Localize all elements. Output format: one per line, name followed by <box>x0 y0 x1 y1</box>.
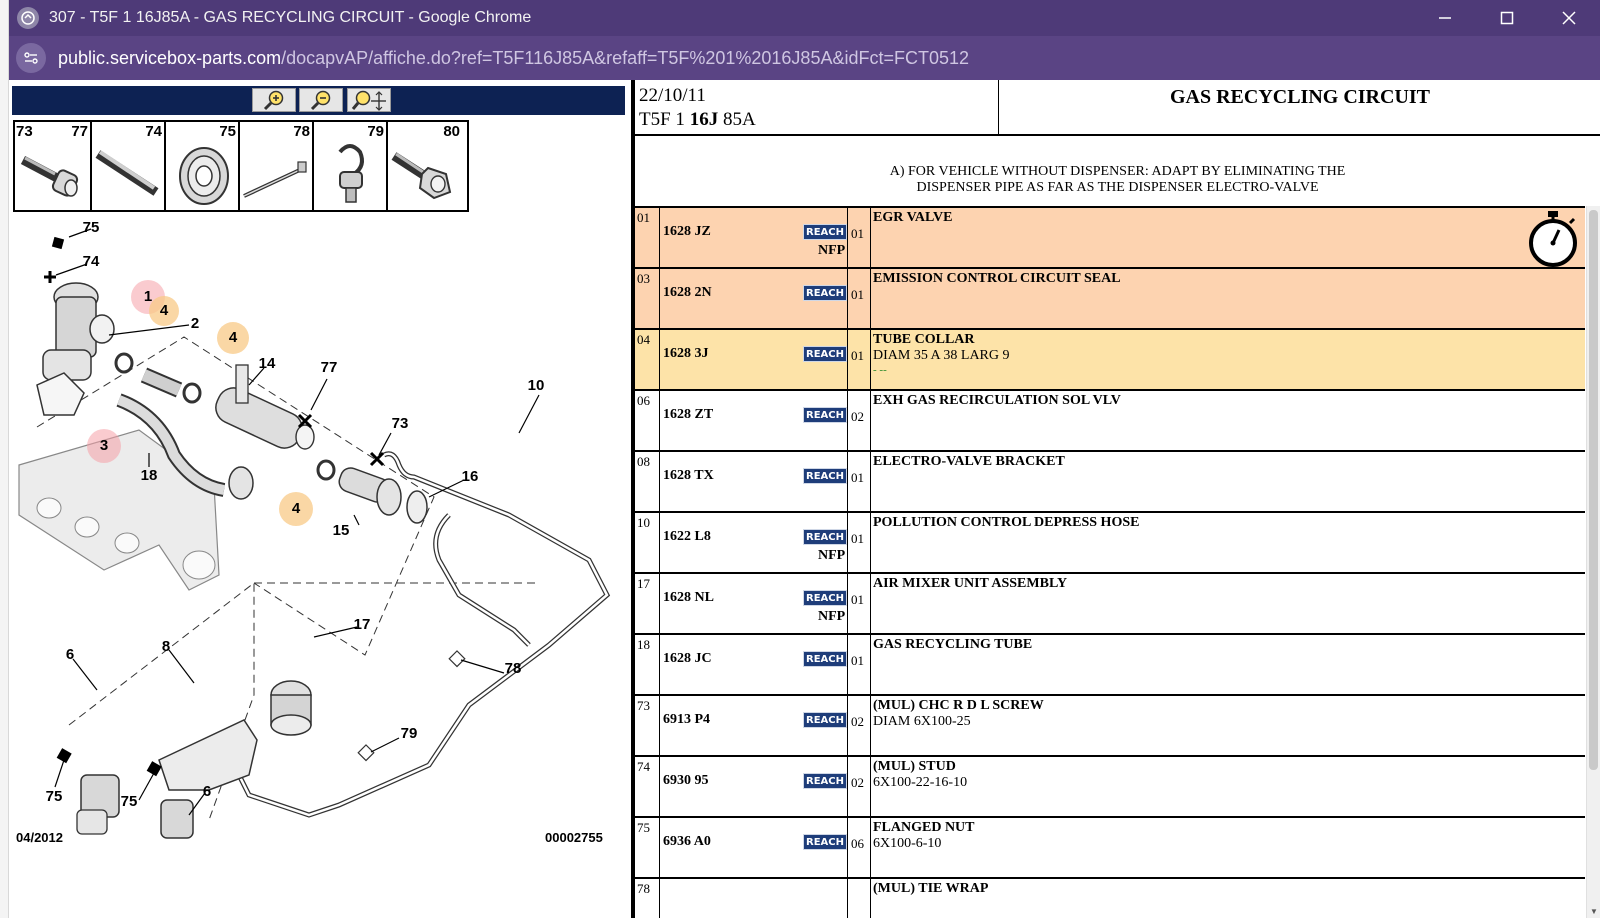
part-quantity: 02 <box>851 775 864 790</box>
stud-marker <box>44 271 56 283</box>
nut-marker <box>52 237 64 249</box>
callout-label: 75 <box>45 788 63 805</box>
part-quantity-cell <box>848 208 871 267</box>
part-reference-cell <box>660 574 848 633</box>
collar-drawing <box>184 384 200 402</box>
part-quantity: 01 <box>851 287 864 302</box>
callout-label: 3 <box>99 437 109 454</box>
url-field[interactable] <box>58 48 969 69</box>
ref-suffix: 85A <box>718 109 756 130</box>
part-row[interactable] <box>635 635 1585 696</box>
part-reference[interactable]: 6936 A0 <box>663 834 711 849</box>
part-quantity: 02 <box>851 714 864 729</box>
part-reference-cell <box>660 513 848 572</box>
depress-hose-drawing <box>436 515 529 645</box>
part-description: GAS RECYCLING TUBE <box>873 637 1033 652</box>
parts-header <box>635 80 1600 136</box>
part-reference[interactable]: 1628 JC <box>663 651 712 666</box>
part-description-cell <box>871 879 1585 918</box>
window-title: 307 - T5F 1 16J85A - GAS RECYCLING CIRCUIT - Google Chrome <box>49 9 532 26</box>
callout-label: 6 <box>65 646 75 663</box>
zoom-in-button[interactable] <box>252 88 296 112</box>
header-reference <box>639 108 998 132</box>
callout-label: 79 <box>400 725 418 742</box>
part-index: 18 <box>635 635 660 694</box>
callout-label: 18 <box>140 467 158 484</box>
reach-badge[interactable]: REACH <box>803 468 847 484</box>
thumbnail-74[interactable] <box>92 122 166 210</box>
maximize-icon <box>1500 11 1514 25</box>
part-index: 04 <box>635 330 660 389</box>
part-reference-cell <box>660 757 848 816</box>
nfp-label: NFP <box>818 548 846 563</box>
part-index: 17 <box>635 574 660 633</box>
part-quantity-cell <box>848 513 871 572</box>
thumbnail-79[interactable] <box>314 122 388 210</box>
pan-zoom-icon <box>351 89 387 111</box>
close-icon <box>1562 11 1576 25</box>
thumbnail-number: 79 <box>367 123 384 140</box>
part-reference[interactable]: 1628 ZT <box>663 407 714 422</box>
part-reference-cell <box>660 452 848 511</box>
reach-badge[interactable]: REACH <box>803 712 847 728</box>
callout-label: 4 <box>228 329 238 346</box>
bolt-icon <box>388 138 460 208</box>
background-window-edge <box>0 0 9 918</box>
part-row[interactable] <box>635 757 1585 818</box>
part-description-cell <box>871 696 1585 755</box>
part-reference[interactable]: 1622 L8 <box>663 529 711 544</box>
part-row[interactable] <box>635 269 1585 330</box>
note-line: A) FOR VEHICLE WITHOUT DISPENSER: ADAPT BY ELIMINATING THE <box>889 164 1346 179</box>
part-index: 03 <box>635 269 660 328</box>
callout-label: 16 <box>461 468 479 485</box>
minimize-icon <box>1438 11 1452 25</box>
reach-badge[interactable]: REACH <box>803 590 847 606</box>
reach-badge[interactable]: REACH <box>803 773 847 789</box>
part-description-cell <box>871 574 1585 633</box>
part-quantity: 01 <box>851 226 864 241</box>
part-reference-cell <box>660 879 848 918</box>
part-description: AIR MIXER UNIT ASSEMBLY <box>873 576 1068 591</box>
part-reference[interactable]: 6930 95 <box>663 773 709 788</box>
part-spec: 6X100-6-10 <box>873 836 942 851</box>
part-reference-cell <box>660 635 848 694</box>
nut-icon <box>166 138 238 208</box>
callout-label: 78 <box>504 660 522 677</box>
reach-badge[interactable]: REACH <box>803 285 847 301</box>
thumbnail-number: 80 <box>443 123 460 140</box>
part-index: 75 <box>635 818 660 877</box>
tune-icon <box>23 50 39 66</box>
part-quantity-cell <box>848 269 871 328</box>
diagram-doc-number: 00002755 <box>545 830 603 845</box>
zoom-out-icon <box>308 89 334 111</box>
part-quantity: 01 <box>851 531 864 546</box>
reach-badge[interactable]: REACH <box>803 651 847 667</box>
egr-valve-drawing <box>43 283 114 380</box>
tie-wrap-icon <box>240 138 312 208</box>
reach-badge[interactable]: REACH <box>803 224 847 240</box>
thumbnail-number: 73 <box>16 123 33 140</box>
part-thumbnails <box>13 120 469 212</box>
reach-badge[interactable]: REACH <box>803 834 847 850</box>
part-row[interactable] <box>635 879 1585 918</box>
part-quantity-cell <box>848 818 871 877</box>
part-index: 01 <box>635 208 660 267</box>
thumbnail-78[interactable] <box>240 122 314 210</box>
part-index: 10 <box>635 513 660 572</box>
reach-badge[interactable]: REACH <box>803 346 847 362</box>
part-description: (MUL) STUD <box>873 759 956 774</box>
url-host: public.servicebox-parts.com <box>58 47 282 68</box>
part-description: (MUL) CHC R D L SCREW <box>873 698 1044 713</box>
callout-label: 77 <box>320 359 338 376</box>
maximize-button[interactable] <box>1476 0 1538 36</box>
zoom-out-button[interactable] <box>299 88 343 112</box>
part-reference-cell <box>660 330 848 389</box>
page-title: GAS RECYCLING CIRCUIT <box>1169 86 1431 108</box>
callout-label: 75 <box>120 793 138 810</box>
reach-badge[interactable]: REACH <box>803 529 847 545</box>
part-reference[interactable]: 1628 TX <box>663 468 714 483</box>
part-quantity-cell <box>848 574 871 633</box>
thumbnail-number: 77 <box>71 123 88 140</box>
url-path: /docapvAP/affiche.do?ref=T5F116J85A&refaff=T5F%201%2016J85A&idFct=FCT0512 <box>281 47 970 68</box>
diagram-pane <box>9 80 631 918</box>
part-row[interactable] <box>635 452 1585 513</box>
close-button[interactable] <box>1538 0 1600 36</box>
part-index: 73 <box>635 696 660 755</box>
exploded-parts-diagram <box>9 215 629 840</box>
air-mixer-drawing <box>271 681 311 735</box>
address-bar <box>9 36 1600 80</box>
callout-label: 14 <box>258 355 276 372</box>
callout-label: 1 <box>143 288 153 305</box>
part-reference-cell <box>660 208 848 267</box>
part-description-cell <box>871 269 1585 328</box>
part-description-cell <box>871 513 1585 572</box>
part-extra: - -- <box>873 364 887 376</box>
clamp-marker <box>358 745 374 761</box>
part-description: EXH GAS RECIRCULATION SOL VLV <box>873 393 1121 408</box>
collar-drawing <box>318 461 334 479</box>
part-row[interactable] <box>635 513 1585 574</box>
part-description-cell <box>871 452 1585 511</box>
collar-drawing <box>116 354 132 372</box>
part-row[interactable] <box>635 696 1585 757</box>
diagram-date: 04/2012 <box>16 830 63 845</box>
callout-label: 17 <box>353 616 371 633</box>
part-row[interactable] <box>635 574 1585 635</box>
part-reference-cell <box>660 269 848 328</box>
callout-label: 8 <box>161 638 171 655</box>
cooler-tube-drawing <box>211 365 314 453</box>
nfp-label: NFP <box>818 243 846 258</box>
part-reference[interactable]: 6913 P4 <box>663 712 711 727</box>
part-reference-cell <box>660 391 848 450</box>
scrollbar-thumb[interactable] <box>1589 210 1598 770</box>
part-spec: DIAM 35 A 38 LARG 9 <box>873 348 1010 363</box>
part-description: EGR VALVE <box>873 210 953 225</box>
part-row[interactable] <box>635 818 1585 879</box>
part-index: 74 <box>635 757 660 816</box>
part-description-cell <box>871 391 1585 450</box>
callout-label: 4 <box>159 302 169 319</box>
hose-drawing <box>144 375 179 390</box>
part-quantity-cell <box>848 452 871 511</box>
part-description: (MUL) TIE WRAP <box>873 881 989 896</box>
part-quantity-cell <box>848 330 871 389</box>
zoom-toolbar <box>12 86 625 115</box>
part-description-cell <box>871 208 1585 267</box>
thumbnail-number: 74 <box>145 123 162 140</box>
chrome-page-icon <box>17 7 39 29</box>
zoom-in-icon <box>261 89 287 111</box>
part-quantity: 06 <box>851 836 864 851</box>
parts-list-pane <box>635 80 1600 918</box>
part-description-cell <box>871 818 1585 877</box>
part-index: 06 <box>635 391 660 450</box>
thumbnail-number: 75 <box>219 123 236 140</box>
part-quantity-cell <box>848 879 871 918</box>
screw-icon <box>15 138 90 208</box>
parts-scrollbar[interactable] <box>1586 206 1600 918</box>
part-description-cell <box>871 635 1585 694</box>
part-description: TUBE COLLAR <box>873 332 975 347</box>
screw-marker <box>371 453 383 465</box>
part-index: 08 <box>635 452 660 511</box>
parts-diagram-drawing <box>9 215 629 840</box>
thumbnail-number: 78 <box>293 123 310 140</box>
page-content <box>9 80 1600 918</box>
part-spec: DIAM 6X100-25 <box>873 714 971 729</box>
header-info <box>635 80 999 136</box>
tie-wrap-marker <box>449 651 465 667</box>
stud-icon <box>92 138 164 208</box>
ref-bold: 16J <box>689 109 719 130</box>
parts-table <box>635 206 1585 918</box>
part-quantity: 01 <box>851 470 864 485</box>
part-row[interactable] <box>635 391 1585 452</box>
thumbnail-73-77[interactable] <box>15 122 92 210</box>
part-description-cell <box>871 330 1585 389</box>
callout-label: 2 <box>190 315 200 332</box>
callout-label: 6 <box>202 783 212 800</box>
part-quantity-cell <box>848 635 871 694</box>
callout-label: 10 <box>527 377 545 394</box>
part-spec: 6X100-22-16-10 <box>873 775 968 790</box>
part-reference[interactable]: 1628 NL <box>663 590 714 605</box>
part-description: EMISSION CONTROL CIRCUIT SEAL <box>873 271 1121 286</box>
part-reference[interactable]: 1628 3J <box>663 346 709 361</box>
part-index: 78 <box>635 879 660 918</box>
part-reference[interactable]: 1628 JZ <box>663 224 711 239</box>
part-quantity: 01 <box>851 592 864 607</box>
part-reference-cell <box>660 696 848 755</box>
ref-prefix: T5F 1 <box>639 109 690 130</box>
part-quantity-cell <box>848 391 871 450</box>
thumbnail-75[interactable] <box>166 122 240 210</box>
part-quantity: 01 <box>851 348 864 363</box>
vehicle-note <box>635 164 1600 196</box>
callout-label: 75 <box>82 219 100 236</box>
part-description: FLANGED NUT <box>873 820 975 835</box>
note-line: DISPENSER PIPE AS FAR AS THE DISPENSER ELECTRO-VALVE <box>916 180 1319 195</box>
site-info-button[interactable] <box>16 43 46 73</box>
clamp-icon <box>314 138 386 208</box>
thumbnail-80[interactable] <box>388 122 462 210</box>
scroll-down-icon[interactable]: ▼ <box>1590 907 1598 916</box>
part-description-cell <box>871 757 1585 816</box>
part-row[interactable] <box>635 330 1585 391</box>
nfp-label: NFP <box>818 609 846 624</box>
callout-label: 74 <box>82 253 100 270</box>
part-description: ELECTRO-VALVE BRACKET <box>873 454 1065 469</box>
part-description: POLLUTION CONTROL DEPRESS HOSE <box>873 515 1140 530</box>
header-date: 22/10/11 <box>639 85 706 106</box>
part-quantity: 02 <box>851 409 864 424</box>
part-reference[interactable]: 1628 2N <box>663 285 712 300</box>
callout-label: 4 <box>291 500 301 517</box>
title-bar[interactable] <box>9 0 1600 36</box>
part-reference-cell <box>660 818 848 877</box>
stopwatch-icon[interactable] <box>1526 210 1580 273</box>
browser-window <box>9 0 1600 918</box>
flange-tube-drawing <box>229 465 427 523</box>
part-quantity: 01 <box>851 653 864 668</box>
pan-zoom-button[interactable] <box>347 88 391 112</box>
part-quantity-cell <box>848 696 871 755</box>
part-row[interactable] <box>635 208 1585 269</box>
part-quantity-cell <box>848 757 871 816</box>
reach-badge[interactable]: REACH <box>803 407 847 423</box>
minimize-button[interactable] <box>1414 0 1476 36</box>
callout-label: 73 <box>391 415 409 432</box>
callout-label: 15 <box>332 522 350 539</box>
